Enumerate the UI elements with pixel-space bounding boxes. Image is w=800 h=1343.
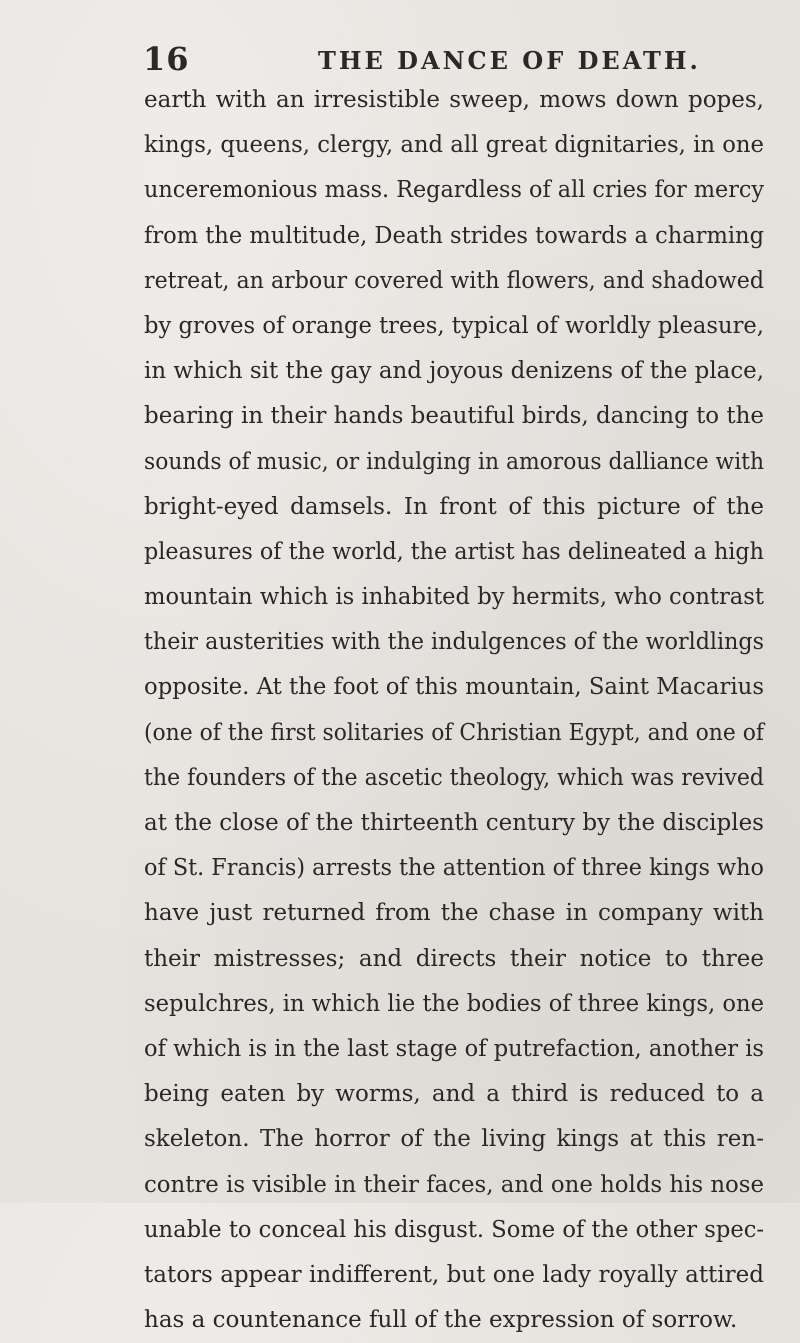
body-paragraph bbox=[144, 78, 764, 1343]
text-line: skeleton. The horror of the living kings at this ren- bbox=[144, 1126, 764, 1153]
text-line: earth with an irresistible sweep, mows down popes, bbox=[144, 87, 764, 113]
text-line: contre is visible in their faces, and one holds his nose bbox=[144, 1171, 764, 1198]
text-line: opposite. At the foot of this mountain, Saint Macarius bbox=[144, 674, 764, 701]
text-line: unceremonious mass. Regardless of all cries for mercy bbox=[144, 177, 764, 204]
text-line: have just returned from the chase in company with bbox=[144, 900, 764, 927]
text-line: of St. Francis) arrests the attention of three kings who bbox=[144, 855, 764, 882]
text-line: kings, queens, clergy, and all great dignitaries, in one bbox=[144, 132, 764, 159]
text-line: the founders of the ascetic theology, which was revived bbox=[144, 764, 764, 791]
text-line: in which sit the gay and joyous denizens of the place, bbox=[144, 358, 764, 385]
text-line: retreat, an arbour covered with flowers, and shadowed bbox=[144, 267, 764, 294]
text-line: their mistresses; and directs their notice to three bbox=[144, 945, 764, 972]
text-line: unable to conceal his disgust. Some of the other spec- bbox=[144, 1216, 764, 1243]
text-line: sounds of music, or indulging in amorous dalliance with bbox=[144, 448, 764, 475]
text-line: has a countenance full of the expression of sorrow. bbox=[144, 1307, 738, 1334]
text-line: being eaten by worms, and a third is reduced to a bbox=[144, 1081, 764, 1108]
text-line: pleasures of the world, the artist has delineated a high bbox=[144, 538, 764, 565]
text-line: by groves of orange trees, typical of worldly pleasure, bbox=[144, 312, 764, 339]
text-line: at the close of the thirteenth century by the disciples bbox=[144, 810, 764, 836]
text-line: their austerities with the indulgences of the worldlings bbox=[144, 629, 764, 656]
text-line: bearing in their hands beautiful birds, dancing to the bbox=[144, 403, 764, 430]
text-line: (one of the first solitaries of Christian Egypt, and one of bbox=[144, 719, 764, 746]
text-line: bright-eyed damsels. In front of this picture of the bbox=[144, 493, 764, 520]
text-line: from the multitude, Death strides towards a charming bbox=[144, 222, 764, 249]
text-line: mountain which is inhabited by hermits, who contrast bbox=[144, 584, 764, 611]
text-line: tators appear indifferent, but one lady royally attired bbox=[144, 1261, 764, 1288]
text-line: of which is in the last stage of putrefaction, another is bbox=[144, 1035, 764, 1062]
text-line: sepulchres, in which lie the bodies of three kings, one bbox=[144, 990, 764, 1017]
page-number: 16 bbox=[143, 40, 190, 78]
running-head: THE DANCE OF DEATH. bbox=[318, 46, 701, 75]
